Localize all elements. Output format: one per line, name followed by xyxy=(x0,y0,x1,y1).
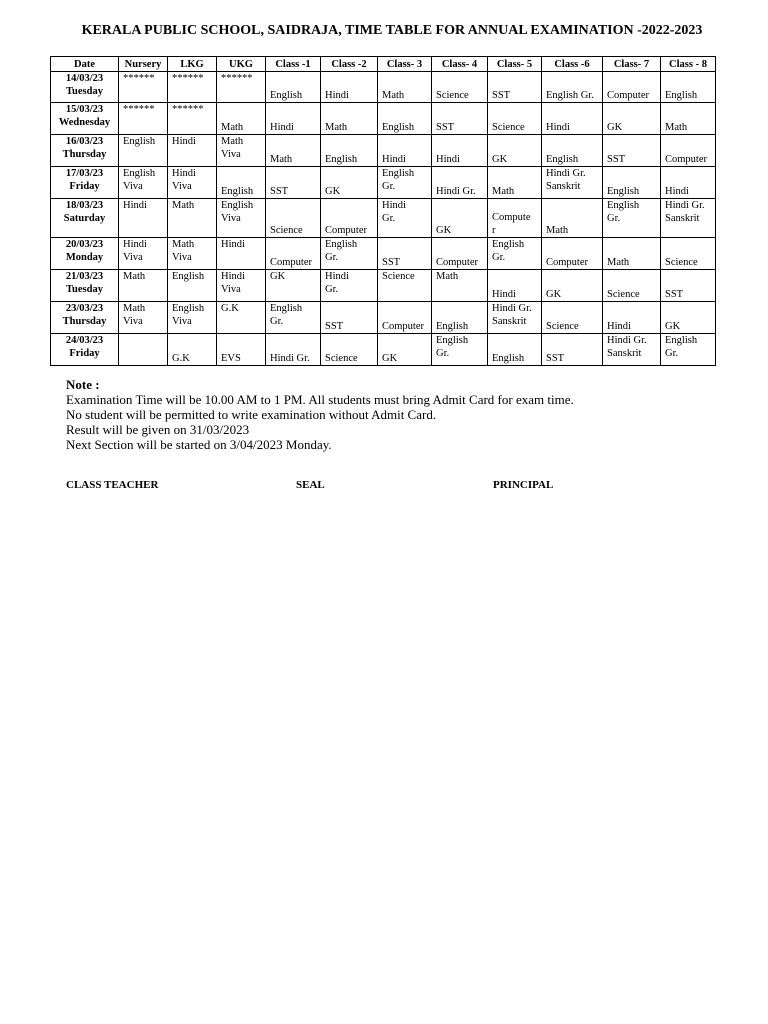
subject-cell xyxy=(266,135,321,167)
subject-bottom: SST xyxy=(436,122,455,133)
subject-cell xyxy=(119,334,168,366)
subject-top: Hindi xyxy=(172,136,196,147)
subject-cell xyxy=(603,167,661,199)
note-section xyxy=(66,377,574,452)
subject-top: Math Viva xyxy=(172,239,195,263)
subject-cell xyxy=(119,238,168,270)
subject-cell xyxy=(217,302,266,334)
column-header: Nursery xyxy=(119,57,168,72)
subject-bottom: Hindi xyxy=(270,122,294,133)
subject-cell xyxy=(432,270,488,302)
subject-cell xyxy=(168,167,217,199)
subject-top: ****** xyxy=(123,73,155,84)
subject-top: Math Viva xyxy=(123,303,146,327)
subject-cell xyxy=(432,167,488,199)
exam-date: 21/03/23 xyxy=(65,271,104,282)
subject-top: English Gr. xyxy=(325,239,358,263)
date-cell xyxy=(51,302,119,334)
subject-cell xyxy=(603,72,661,103)
subject-cell xyxy=(168,103,217,135)
subject-bottom: Science xyxy=(665,257,698,268)
subject-cell xyxy=(488,135,542,167)
subject-cell xyxy=(488,199,542,238)
subject-bottom: Hindi Gr. xyxy=(436,186,476,197)
subject-cell xyxy=(119,167,168,199)
column-header: LKG xyxy=(168,57,217,72)
subject-cell xyxy=(168,302,217,334)
subject-cell xyxy=(168,238,217,270)
exam-date: 18/03/23 xyxy=(65,200,104,211)
subject-cell xyxy=(217,103,266,135)
subject-bottom: Math xyxy=(270,154,293,165)
subject-bottom: English xyxy=(436,321,469,332)
subject-bottom: Hindi xyxy=(382,154,406,165)
table-row xyxy=(51,199,716,238)
subject-cell xyxy=(661,72,716,103)
subject-cell xyxy=(266,270,321,302)
subject-top: ****** xyxy=(221,73,253,84)
subject-bottom: SST xyxy=(325,321,344,332)
subject-top: Math Viva xyxy=(221,136,244,160)
table-row xyxy=(51,302,716,334)
subject-bottom: GK xyxy=(546,289,562,300)
subject-bottom: Computer xyxy=(382,321,424,332)
exam-day: Monday xyxy=(65,252,104,263)
subject-bottom: Math xyxy=(546,225,569,236)
subject-cell xyxy=(321,334,378,366)
subject-cell xyxy=(661,302,716,334)
principal-signature: PRINCIPAL xyxy=(493,479,554,491)
subject-cell xyxy=(432,302,488,334)
column-header: Date xyxy=(51,57,119,72)
subject-top: English Gr. xyxy=(436,335,469,359)
subject-cell xyxy=(542,199,603,238)
subject-bottom: Hindi xyxy=(325,90,349,101)
exam-day: Thursday xyxy=(62,149,107,160)
subject-cell xyxy=(488,334,542,366)
subject-bottom: Hindi Gr. xyxy=(270,353,310,364)
subject-cell xyxy=(266,167,321,199)
subject-top: Hindi Gr. xyxy=(325,271,349,295)
subject-cell xyxy=(661,103,716,135)
subject-cell xyxy=(217,270,266,302)
subject-cell xyxy=(217,199,266,238)
subject-cell xyxy=(217,135,266,167)
subject-cell xyxy=(603,135,661,167)
subject-top: English Viva xyxy=(221,200,254,224)
subject-cell xyxy=(217,72,266,103)
subject-cell xyxy=(119,199,168,238)
subject-cell xyxy=(378,167,432,199)
subject-cell xyxy=(321,167,378,199)
subject-cell xyxy=(321,199,378,238)
subject-cell xyxy=(217,334,266,366)
column-header: Class -2 xyxy=(321,57,378,72)
exam-date: 15/03/23 xyxy=(65,104,104,115)
subject-bottom: Hindi xyxy=(492,289,516,300)
subject-top: Math xyxy=(123,271,146,282)
subject-top: Hindi Viva xyxy=(221,271,245,295)
subject-cell xyxy=(542,103,603,135)
table-row xyxy=(51,238,716,270)
subject-bottom: Computer xyxy=(325,225,367,236)
subject-top: Hindi Gr. Sanskrit xyxy=(546,168,586,192)
subject-bottom: GK xyxy=(325,186,341,197)
table-row xyxy=(51,334,716,366)
subject-cell xyxy=(321,135,378,167)
subject-cell xyxy=(542,135,603,167)
date-cell xyxy=(51,334,119,366)
subject-bottom: Computer xyxy=(270,257,312,268)
subject-top: Math xyxy=(436,271,459,282)
subject-cell xyxy=(321,302,378,334)
page-title: KERALA PUBLIC SCHOOL, SAIDRAJA, TIME TABLE FOR ANNUAL EXAMINATION -2022-2023 xyxy=(81,23,703,38)
subject-bottom: Hindi xyxy=(607,321,631,332)
date-cell xyxy=(51,270,119,302)
subject-top: ****** xyxy=(172,73,204,84)
subject-top: English Gr. xyxy=(382,168,415,192)
subject-bottom: English Gr. xyxy=(546,90,594,101)
subject-cell xyxy=(378,270,432,302)
subject-cell xyxy=(432,238,488,270)
column-header: Class- 3 xyxy=(378,57,432,72)
subject-bottom: English xyxy=(382,122,415,133)
subject-top: English Gr. xyxy=(607,200,640,224)
subject-top: Hindi Gr. Sanskrit xyxy=(665,200,705,224)
exam-date: 17/03/23 xyxy=(65,168,104,179)
subject-cell xyxy=(488,302,542,334)
subject-top: GK xyxy=(270,271,286,282)
subject-bottom: Math xyxy=(221,122,244,133)
subject-bottom: EVS xyxy=(221,353,241,364)
subject-top: English Gr. xyxy=(665,335,698,359)
exam-day: Saturday xyxy=(63,213,106,224)
subject-top: English Gr. xyxy=(492,239,525,263)
subject-cell xyxy=(661,167,716,199)
subject-cell xyxy=(168,270,217,302)
column-header: Class- 7 xyxy=(603,57,661,72)
subject-bottom: English xyxy=(665,90,698,101)
subject-cell xyxy=(542,167,603,199)
subject-top: English xyxy=(172,271,205,282)
column-header: Class -6 xyxy=(542,57,603,72)
date-cell xyxy=(51,72,119,103)
subject-top: Hindi Gr. xyxy=(382,200,406,224)
subject-cell xyxy=(266,199,321,238)
seal-signature: SEAL xyxy=(296,479,325,491)
subject-bottom: SST xyxy=(492,90,511,101)
subject-bottom: SST xyxy=(665,289,684,300)
subject-bottom: Math xyxy=(607,257,630,268)
subject-cell xyxy=(488,103,542,135)
note-line: Examination Time will be 10.00 AM to 1 PM. All students must bring Admit Card for exam time. xyxy=(66,392,574,407)
subject-cell xyxy=(378,302,432,334)
subject-bottom: GK xyxy=(436,225,452,236)
subject-bottom: Math xyxy=(492,186,515,197)
subject-cell xyxy=(542,334,603,366)
subject-cell xyxy=(378,103,432,135)
subject-cell xyxy=(266,72,321,103)
table-row xyxy=(51,72,716,103)
subject-cell xyxy=(603,199,661,238)
subject-cell xyxy=(488,238,542,270)
subject-cell xyxy=(603,270,661,302)
subject-bottom: GK xyxy=(382,353,398,364)
subject-cell xyxy=(488,72,542,103)
column-header: Class -1 xyxy=(266,57,321,72)
exam-date: 14/03/23 xyxy=(65,73,104,84)
subject-cell xyxy=(321,270,378,302)
subject-bottom: Math xyxy=(665,122,688,133)
subject-cell xyxy=(603,334,661,366)
subject-cell xyxy=(661,238,716,270)
subject-bottom: English xyxy=(270,90,303,101)
subject-bottom: Computer xyxy=(436,257,478,268)
subject-top: English Gr. xyxy=(270,303,303,327)
subject-cell xyxy=(542,302,603,334)
subject-bottom: Compute r xyxy=(492,212,531,236)
subject-cell xyxy=(378,135,432,167)
note-line: No student will be permitted to write examination without Admit Card. xyxy=(66,407,437,422)
subject-top: Hindi Viva xyxy=(172,168,196,192)
subject-cell xyxy=(217,167,266,199)
subject-bottom: English xyxy=(607,186,640,197)
subject-top: Math xyxy=(172,200,195,211)
subject-top: Hindi Gr. Sanskrit xyxy=(607,335,647,359)
subject-cell xyxy=(266,302,321,334)
subject-bottom: Science xyxy=(270,225,303,236)
subject-bottom: Science xyxy=(492,122,525,133)
subject-bottom: GK xyxy=(665,321,681,332)
subject-cell xyxy=(266,334,321,366)
exam-day: Tuesday xyxy=(66,86,103,97)
subject-bottom: Hindi xyxy=(546,122,570,133)
subject-cell xyxy=(266,103,321,135)
subject-cell xyxy=(378,238,432,270)
subject-cell xyxy=(661,334,716,366)
subject-bottom: Math xyxy=(325,122,348,133)
subject-bottom: Hindi xyxy=(436,154,460,165)
subject-top: Hindi xyxy=(123,200,147,211)
subject-bottom: Math xyxy=(382,90,405,101)
subject-cell xyxy=(432,199,488,238)
subject-cell xyxy=(542,270,603,302)
exam-date: 16/03/23 xyxy=(65,136,104,147)
subject-bottom: SST xyxy=(546,353,565,364)
column-header: Class- 5 xyxy=(488,57,542,72)
subject-bottom: G.K xyxy=(172,353,190,364)
subject-cell xyxy=(432,103,488,135)
header-row xyxy=(51,57,716,72)
exam-day: Friday xyxy=(69,348,100,359)
subject-cell xyxy=(432,135,488,167)
subject-cell xyxy=(432,72,488,103)
subject-cell xyxy=(119,103,168,135)
date-cell xyxy=(51,167,119,199)
subject-bottom: SST xyxy=(382,257,401,268)
subject-cell xyxy=(542,72,603,103)
subject-bottom: English xyxy=(492,353,525,364)
subject-cell xyxy=(119,135,168,167)
date-cell xyxy=(51,238,119,270)
table-row xyxy=(51,270,716,302)
subject-bottom: SST xyxy=(270,186,289,197)
exam-date: 23/03/23 xyxy=(65,303,104,314)
subject-cell xyxy=(378,199,432,238)
subject-top: G.K xyxy=(221,303,239,314)
subject-cell xyxy=(168,72,217,103)
subject-cell xyxy=(266,238,321,270)
class-teacher-signature: CLASS TEACHER xyxy=(66,479,159,491)
subject-bottom: Computer xyxy=(607,90,649,101)
subject-bottom: English xyxy=(325,154,358,165)
subject-cell xyxy=(321,103,378,135)
subject-cell xyxy=(661,135,716,167)
subject-cell xyxy=(168,199,217,238)
subject-cell xyxy=(119,270,168,302)
date-cell xyxy=(51,135,119,167)
note-heading: Note : xyxy=(66,377,100,392)
subject-cell xyxy=(168,135,217,167)
subject-top: English Viva xyxy=(172,303,205,327)
subject-cell xyxy=(321,72,378,103)
exam-day: Thursday xyxy=(62,316,107,327)
subject-bottom: Science xyxy=(607,289,640,300)
subject-bottom: Science xyxy=(436,90,469,101)
subject-top: Science xyxy=(382,271,415,282)
subject-cell xyxy=(378,334,432,366)
subject-bottom: Computer xyxy=(546,257,588,268)
subject-top: English Viva xyxy=(123,168,156,192)
column-header: Class- 4 xyxy=(432,57,488,72)
subject-bottom: Science xyxy=(325,353,358,364)
table-row xyxy=(51,167,716,199)
subject-top: ****** xyxy=(172,104,204,115)
subject-bottom: Hindi xyxy=(665,186,689,197)
subject-top: Hindi xyxy=(221,239,245,250)
subject-bottom: Computer xyxy=(665,154,707,165)
exam-day: Wednesday xyxy=(58,117,111,128)
exam-day: Friday xyxy=(69,181,100,192)
subject-cell xyxy=(119,302,168,334)
subject-bottom: English xyxy=(546,154,579,165)
column-header: UKG xyxy=(217,57,266,72)
subject-cell xyxy=(321,238,378,270)
subject-cell xyxy=(488,270,542,302)
exam-day: Tuesday xyxy=(66,284,103,295)
exam-date: 24/03/23 xyxy=(65,335,104,346)
note-line: Result will be given on 31/03/2023 xyxy=(66,422,250,437)
table-row xyxy=(51,103,716,135)
date-cell xyxy=(51,103,119,135)
subject-cell xyxy=(488,167,542,199)
note-line: Next Section will be started on 3/04/2023 Monday. xyxy=(66,437,332,452)
table-row xyxy=(51,135,716,167)
subject-top: Hindi Viva xyxy=(123,239,147,263)
subject-cell xyxy=(661,270,716,302)
timetable xyxy=(50,56,716,366)
subject-cell xyxy=(603,302,661,334)
subject-cell xyxy=(378,72,432,103)
date-cell xyxy=(51,199,119,238)
subject-cell xyxy=(432,334,488,366)
subject-top: Hindi Gr. Sanskrit xyxy=(492,303,532,327)
subject-cell xyxy=(603,103,661,135)
subject-cell xyxy=(217,238,266,270)
subject-top: English xyxy=(123,136,156,147)
subject-cell xyxy=(119,72,168,103)
subject-bottom: GK xyxy=(607,122,623,133)
subject-bottom: English xyxy=(221,186,254,197)
subject-cell xyxy=(603,238,661,270)
subject-cell xyxy=(661,199,716,238)
subject-cell xyxy=(168,334,217,366)
column-header: Class - 8 xyxy=(661,57,716,72)
exam-date: 20/03/23 xyxy=(65,239,104,250)
subject-bottom: GK xyxy=(492,154,508,165)
subject-bottom: Science xyxy=(546,321,579,332)
subject-bottom: SST xyxy=(607,154,626,165)
subject-top: ****** xyxy=(123,104,155,115)
subject-cell xyxy=(542,238,603,270)
